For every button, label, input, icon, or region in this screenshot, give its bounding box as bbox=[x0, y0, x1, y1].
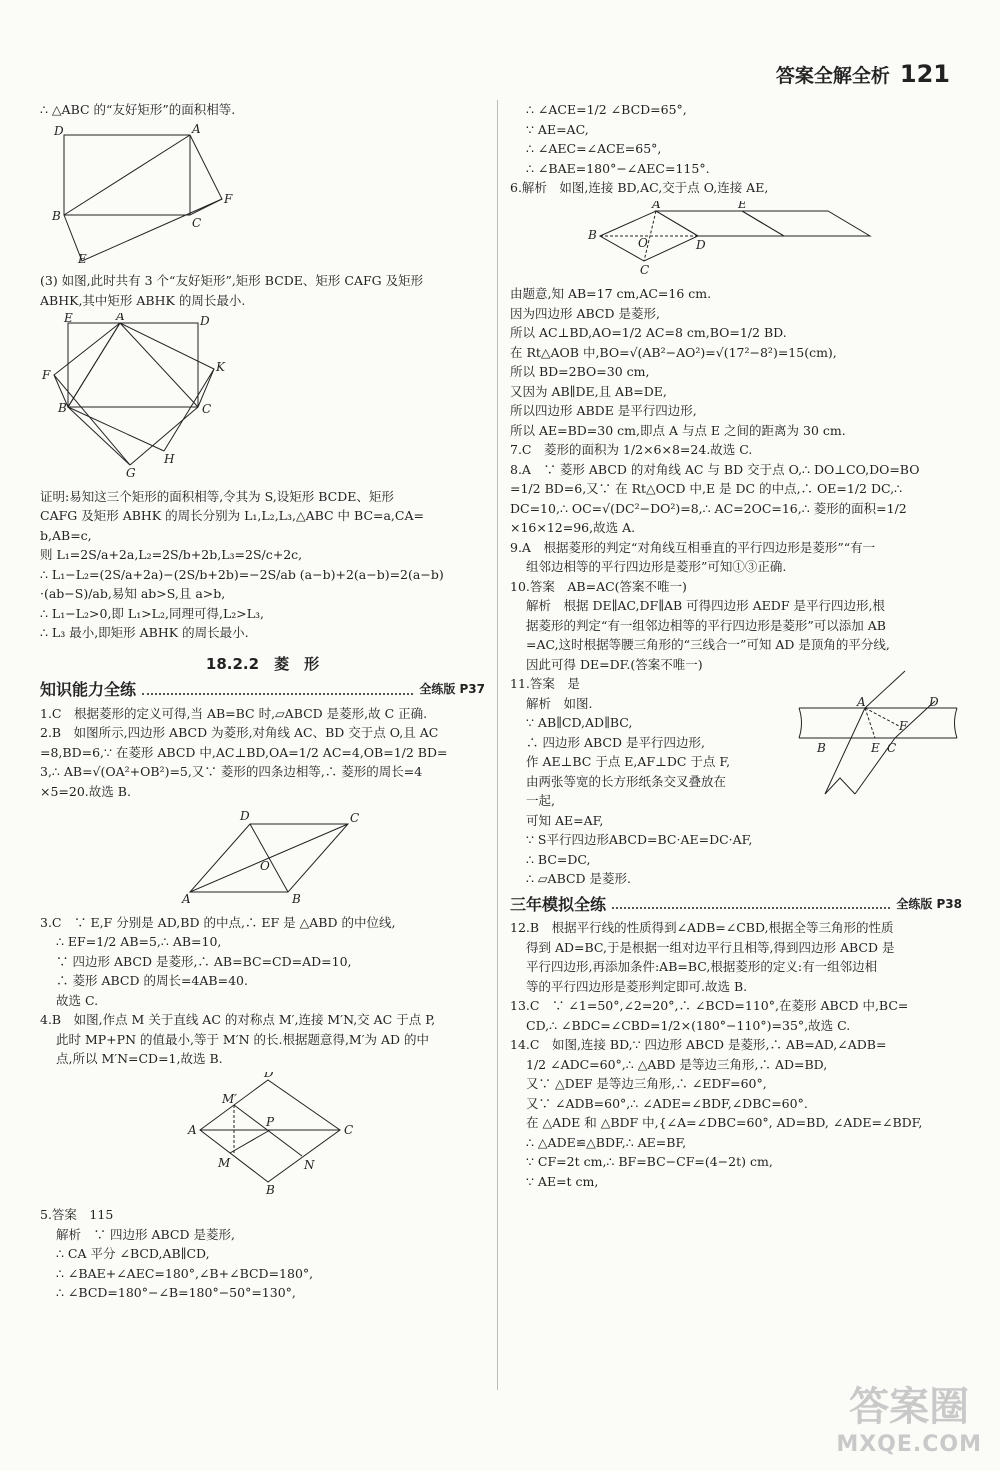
exercise-bar bbox=[510, 895, 962, 915]
svg-text:D: D bbox=[696, 237, 706, 252]
text-line: CD,∴ ∠BDC=∠CBD=1/2×(180°−110°)=35°,故选 C. bbox=[526, 1017, 851, 1033]
text-line: ∴ L₃ 最小,即矩形 ABHK 的周长最小. bbox=[40, 625, 249, 640]
column-divider bbox=[497, 100, 498, 1390]
svg-text:O: O bbox=[260, 859, 270, 873]
svg-text:D: D bbox=[240, 809, 250, 823]
text-line: =1/2 BD=6,又∵ 在 Rt△OCD 中,E 是 DC 的中点,∴ OE=1/2 DC,∴ bbox=[510, 481, 903, 496]
text-line: ∵ 四边形 ABCD 是菱形,∴ AB=BC=CD=AD=10, bbox=[56, 953, 352, 969]
svg-text:C: C bbox=[192, 215, 202, 230]
bar-dots bbox=[612, 907, 890, 909]
svg-text:O: O bbox=[638, 235, 648, 250]
bar-title: 知识能力全练 bbox=[40, 680, 137, 699]
figure-rectangle-triangle bbox=[40, 123, 240, 263]
answer-12 bbox=[510, 918, 962, 996]
answer-5-continued bbox=[510, 100, 962, 178]
text-line: ·(ab−S)/ab,易知 ab>S,且 a>b, bbox=[40, 586, 226, 601]
text-line: 作 AE⊥BC 于点 E,AF⊥DC 于点 F, bbox=[526, 754, 731, 769]
text-line: ∴ ∠ACE=1/2 ∠BCD=65°, bbox=[526, 102, 687, 117]
text-line: 解析 ∵ 四边形 ABCD 是菱形, bbox=[56, 1226, 235, 1242]
answer-3 bbox=[40, 913, 485, 1011]
svg-text:K: K bbox=[216, 360, 225, 374]
text-line: ∴ ∠AEC=∠ACE=65°, bbox=[526, 141, 662, 156]
text-line: 一起, bbox=[526, 793, 555, 808]
svg-text:P: P bbox=[266, 1114, 275, 1129]
text-line: (3) 如图,此时共有 3 个“友好矩形”,矩形 BCDE、矩形 CAFG 及矩形 bbox=[40, 273, 424, 288]
text-line: ∴ L₁−L₂=(2S/a+2a)−(2S/b+2b)=−2S/ab (a−b)+2(a−b)=2(a−b) bbox=[40, 566, 444, 582]
text-line: 在 Rt△AOB 中,BO=√(AB²−AO²)=√(17²−8²)=15(cm), bbox=[510, 344, 837, 360]
svg-text:E: E bbox=[64, 313, 73, 325]
proof-block bbox=[40, 487, 485, 643]
svg-text:C: C bbox=[202, 402, 212, 416]
bar-title: 三年模拟全练 bbox=[510, 894, 607, 914]
figure-rhombus-mn bbox=[40, 1072, 485, 1197]
answer-7: 7.C 菱形的面积为 1/2×6×8=24.故选 C. bbox=[510, 442, 753, 457]
svg-text:D: D bbox=[929, 695, 939, 709]
left-column bbox=[40, 100, 485, 1303]
text-line: 10.答案 AB=AC(答案不唯一) bbox=[510, 578, 687, 594]
text-line: ABHK,其中矩形 ABHK 的周长最小. bbox=[40, 292, 246, 308]
answer-6-body bbox=[510, 284, 962, 440]
svg-text:N: N bbox=[304, 1157, 315, 1172]
svg-text:C: C bbox=[350, 811, 360, 825]
text-line: 又因为 AB∥DE,且 AB=DE, bbox=[510, 383, 667, 399]
text-line: 因为四边形 ABCD 是菱形, bbox=[510, 305, 660, 321]
svg-text:E: E bbox=[738, 200, 747, 211]
answer-11 bbox=[510, 674, 962, 889]
text-line: 由题意,知 AB=17 cm,AC=16 cm. bbox=[510, 286, 712, 301]
text-line: 11.答案 是 bbox=[510, 676, 580, 691]
text-line: 由两张等宽的长方形纸条交叉叠放在 bbox=[526, 773, 727, 789]
text-line: 因此可得 DE=DF.(答案不唯一) bbox=[526, 656, 703, 672]
text-line: 所以 AC⊥BD,AO=1/2 AC=8 cm,BO=1/2 BD. bbox=[510, 325, 787, 340]
text-line: ∴ ∠BCD=180°−∠B=180°−50°=130°, bbox=[56, 1285, 296, 1300]
exercise-bar bbox=[40, 680, 485, 700]
watermark-text: 答案圈 bbox=[849, 1384, 970, 1430]
page-header bbox=[776, 60, 950, 88]
svg-text:E: E bbox=[871, 741, 880, 755]
text-line: ∴ L₁−L₂>0,即 L₁>L₂,同理可得,L₂>L₃, bbox=[40, 605, 265, 621]
svg-text:B: B bbox=[52, 208, 61, 223]
text-line: ×5=20.故选 B. bbox=[40, 783, 131, 799]
text-line: 又∵ △DEF 是等边三角形,∴ ∠EDF=60°, bbox=[526, 1076, 767, 1091]
text-line: ∴ ∠BAE=180°−∠AEC=115°. bbox=[526, 160, 710, 176]
text-line: 解析 如图. bbox=[526, 695, 593, 711]
svg-text:A: A bbox=[652, 200, 661, 211]
bar-page: 全练版 P37 bbox=[419, 682, 485, 696]
text-line: =AC,这时根据等腰三角形的“三线合一”可知 AD 是顶角的平分线, bbox=[526, 637, 890, 652]
svg-text:A: A bbox=[116, 313, 125, 323]
answer-6: 6.解析 如图,连接 BD,AC,交于点 O,连接 AE, bbox=[510, 180, 769, 195]
text-line: ∵ AB∥CD,AD∥BC, bbox=[526, 715, 633, 730]
svg-text:G: G bbox=[126, 466, 136, 478]
figure-rhombus-abcd bbox=[40, 804, 485, 904]
svg-text:B: B bbox=[817, 741, 826, 755]
text-line: ∴ ▱ABCD 是菱形. bbox=[526, 871, 632, 886]
text-line: 故选 C. bbox=[56, 992, 99, 1008]
text-line: ×16×12=96,故选 A. bbox=[510, 520, 636, 535]
svg-text:F: F bbox=[899, 719, 908, 733]
text-line: 所以四边形 ABDE 是平行四边形, bbox=[510, 403, 697, 418]
answer-2 bbox=[40, 723, 485, 801]
text-line: ∴ ∠BAE+∠AEC=180°,∠B+∠BCD=180°, bbox=[56, 1265, 314, 1281]
text-line: 所以 AE=BD=30 cm,即点 A 与点 E 之间的距离为 30 cm. bbox=[510, 422, 846, 438]
figure-paper-strips bbox=[795, 666, 960, 801]
svg-text:H: H bbox=[164, 452, 175, 466]
watermark-url: MXQE.COM bbox=[836, 1432, 982, 1457]
svg-text:F: F bbox=[42, 368, 51, 382]
text-line: 5.答案 115 bbox=[40, 1207, 114, 1222]
text-line: 在 △ADE 和 △BDF 中,{∠A=∠DBC=60°, AD=BD, ∠ADE=∠BDF, bbox=[526, 1115, 923, 1130]
text-line: 14.C 如图,连接 BD,∵ 四边形 ABCD 是菱形,∴ AB=AD,∠ADB= bbox=[510, 1037, 887, 1052]
svg-text:M′: M′ bbox=[222, 1091, 238, 1106]
page-number: 121 bbox=[899, 60, 950, 88]
svg-text:M: M bbox=[218, 1155, 231, 1170]
text-line: ∵ CF=2t cm,∴ BF=BC−CF=(4−2t) cm, bbox=[526, 1154, 773, 1169]
svg-text:D: D bbox=[200, 314, 210, 328]
right-column bbox=[510, 100, 962, 1191]
svg-text:A: A bbox=[192, 122, 201, 136]
text-line: 9.A 根据菱形的判定“对角线互相垂直的平行四边形是菱形”“有一 bbox=[510, 539, 876, 555]
answer-5 bbox=[40, 1205, 485, 1303]
svg-text:B: B bbox=[58, 401, 67, 415]
text-line: 1/2 ∠ADC=60°,∴ △ABD 是等边三角形,∴ AD=BD, bbox=[526, 1056, 828, 1072]
text-line: ∴ BC=DC, bbox=[526, 851, 591, 867]
answer-14 bbox=[510, 1035, 962, 1191]
text-line: 又∵ ∠ADB=60°,∴ ∠ADE=∠BDF,∠DBC=60°. bbox=[526, 1095, 808, 1111]
text-line: 点,所以 M′N=CD=1,故选 B. bbox=[56, 1051, 223, 1066]
text-line: 此时 MP+PN 的值最小,等于 M′N 的长.根据题意得,M′为 AD 的中 bbox=[56, 1031, 430, 1047]
text-line: 组邻边相等的平行四边形是菱形”可知①③正确. bbox=[526, 559, 787, 574]
answer-10 bbox=[510, 577, 962, 675]
svg-text:B: B bbox=[266, 1182, 275, 1197]
answer-13 bbox=[510, 996, 962, 1035]
text-line: CAFG 及矩形 ABHK 的周长分别为 L₁,L₂,L₃,△ABC 中 BC=a,CA= bbox=[40, 508, 424, 523]
text-line: DC=10,∴ OC=√(DC²−DO²)=8,∴ AC=2OC=16,∴ 菱形的面积=1/2 bbox=[510, 500, 907, 516]
text-line: 3,∴ AB=√(OA²+OB²)=5,又∵ 菱形的四条边相等,∴ 菱形的周长=4 bbox=[40, 764, 423, 779]
text-line: 解析 根据 DE∥AC,DF∥AB 可得四边形 AEDF 是平行四边形,根 bbox=[526, 598, 885, 613]
text-line: 得到 AD=BC,于是根据一组对边平行且相等,得到四边形 ABCD 是 bbox=[526, 939, 895, 955]
text-line: 4.B 如图,作点 M 关于直线 AC 的对称点 M′,连接 M′N,交 AC 于点 P, bbox=[40, 1012, 436, 1027]
svg-text:B: B bbox=[588, 227, 597, 242]
answer-4 bbox=[40, 1010, 485, 1069]
svg-text:D: D bbox=[264, 1071, 274, 1080]
answer-8 bbox=[510, 460, 962, 538]
text-line: ∴ 四边形 ABCD 是平行四边形, bbox=[526, 734, 705, 750]
text-line: 12.B 根据平行线的性质得到∠ADB=∠CBD,根据全等三角形的性质 bbox=[510, 920, 894, 935]
text-line: ∵ AE=t cm, bbox=[526, 1173, 599, 1189]
figure-three-rhombi bbox=[510, 201, 962, 276]
text-line: 则 L₁=2S/a+2a,L₂=2S/b+2b,L₃=2S/c+2c, bbox=[40, 547, 303, 562]
svg-text:E: E bbox=[78, 251, 87, 263]
text-line: 13.C ∵ ∠1=50°,∠2=20°,∴ ∠BCD=110°,在菱形 ABCD 中,BC= bbox=[510, 998, 909, 1013]
answer-1: 1.C 根据菱形的定义可得,当 AB=BC 时,▱ABCD 是菱形,故 C 正确. bbox=[40, 705, 428, 721]
text-line: 2.B 如图所示,四边形 ABCD 为菱形,对角线 AC、BD 交于点 O,且 AC bbox=[40, 725, 439, 740]
bar-page: 全练版 P38 bbox=[896, 896, 962, 911]
text-line: ∴ △ADE≌△BDF,∴ AE=BF, bbox=[526, 1134, 687, 1150]
text-line: ∴ 菱形 ABCD 的周长=4AB=40. bbox=[56, 973, 248, 988]
text-line: 3.C ∵ E,F 分别是 AD,BD 的中点,∴ EF 是 △ABD 的中位线, bbox=[40, 914, 396, 930]
svg-text:A: A bbox=[857, 695, 866, 709]
header-title: 答案全解全析 bbox=[775, 65, 890, 87]
svg-text:C: C bbox=[344, 1122, 354, 1137]
text-line: ∴ CA 平分 ∠BCD,AB∥CD, bbox=[56, 1246, 210, 1261]
text-line: =8,BD=6,∵ 在菱形 ABCD 中,AC⊥BD,OA=1/2 AC=4,OB=1/2 BD= bbox=[40, 744, 448, 760]
svg-text:C: C bbox=[887, 741, 897, 755]
text-line: 证明:易知这三个矩形的面积相等,令其为 S,设矩形 BCDE、矩形 bbox=[40, 488, 394, 504]
bar-dots bbox=[142, 693, 413, 695]
svg-text:D: D bbox=[54, 123, 64, 138]
text-line: 8.A ∵ 菱形 ABCD 的对角线 AC 与 BD 交于点 O,∴ DO⊥CO,DO=BO bbox=[510, 461, 920, 477]
svg-text:A: A bbox=[182, 892, 191, 904]
text-line: 所以 BD=2BO=30 cm, bbox=[510, 364, 650, 379]
text-line: 等的平行四边形是菱形判定即可.故选 B. bbox=[526, 978, 748, 994]
text-line: 据菱形的判定“有一组邻边相等的平行四边形是菱形”可以添加 AB bbox=[526, 617, 886, 633]
answer-9 bbox=[510, 538, 962, 577]
text-line: ∴ △ABC 的“友好矩形”的面积相等. bbox=[40, 102, 236, 117]
watermark-logo bbox=[836, 1375, 982, 1457]
text-line: 可知 AE=AF, bbox=[526, 812, 604, 828]
text-line: ∵ AE=AC, bbox=[526, 121, 589, 137]
svg-text:F: F bbox=[224, 191, 233, 206]
text-line: ∵ S平行四边形ABCD=BC·AE=DC·AF, bbox=[526, 832, 753, 847]
svg-text:C: C bbox=[640, 262, 650, 276]
text-line: 平行四边形,再添加条件:AB=BC,根据菱形的定义:有一组邻边相 bbox=[526, 959, 878, 974]
figure-three-rectangles bbox=[40, 313, 240, 478]
svg-text:A: A bbox=[188, 1122, 197, 1137]
svg-text:B: B bbox=[292, 892, 301, 904]
text-line: ∴ EF=1/2 AB=5,∴ AB=10, bbox=[56, 934, 222, 949]
section-title: 18.2.2 菱 形 bbox=[205, 654, 320, 673]
text-line: b,AB=c, bbox=[40, 527, 92, 543]
